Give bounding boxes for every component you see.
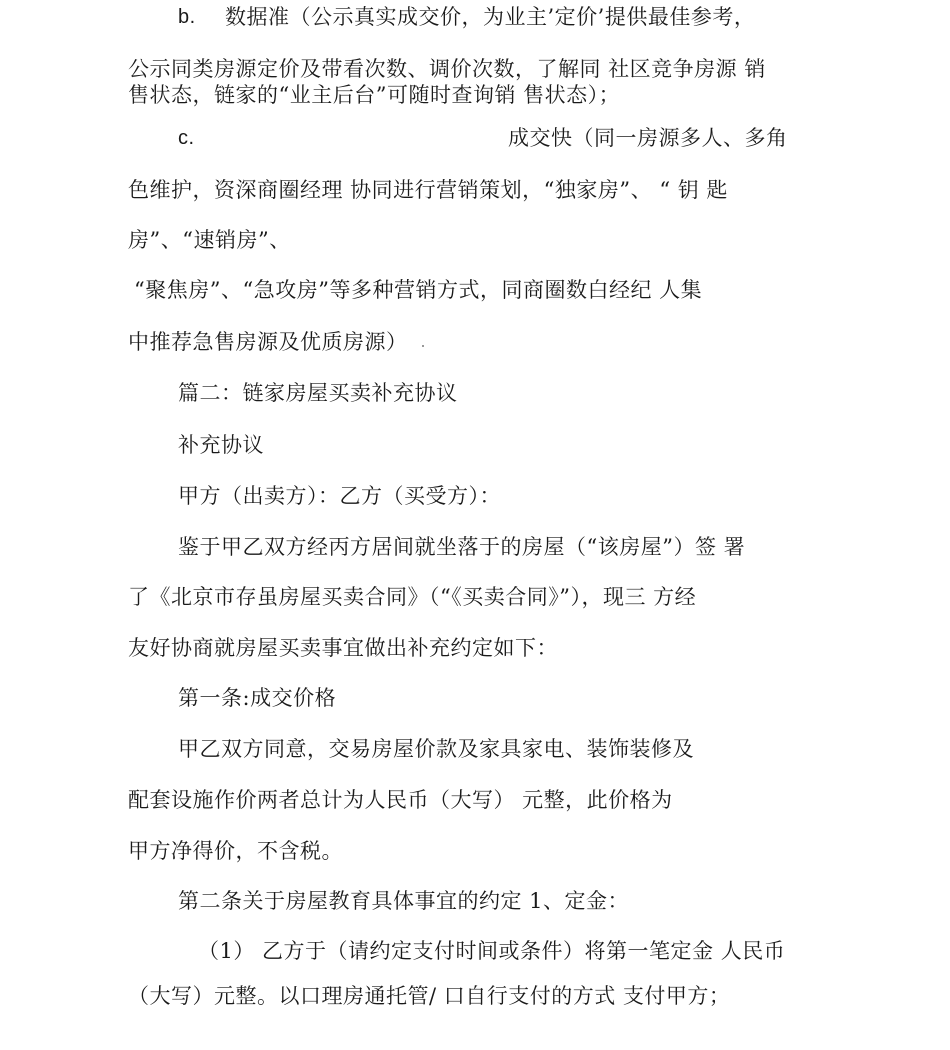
item-b-text: 数据准（公示真实成交价，为业主’定价’提供最佳参考，	[225, 5, 756, 29]
parties-line: 甲方（出卖方）：乙方（买受方）：	[178, 484, 501, 508]
item-c-marker: c.	[178, 127, 195, 149]
article1-line-1: 甲乙双方同意，交易房屋价款及家具家电、装饰装修及	[178, 737, 694, 761]
preamble-line-1: 鉴于甲乙双方经丙方居间就坐落于的房屋（“该房屋”）签 署	[178, 535, 746, 559]
item-c-text: 成交快（同一房源多人、多角	[508, 126, 788, 150]
item-b-line-2: 公示同类房源定价及带看次数、调价次数，了解同 社区竞争房源 销	[128, 57, 766, 81]
article2-clause1-line-1: （1） 乙方于（请约定支付时间或条件）将第一笔定金 人民币	[198, 939, 786, 963]
article1-line-2: 配套设施作价两者总计为人民币（大写） 元整，此价格为	[128, 788, 673, 812]
stray-dot	[422, 345, 424, 347]
item-b-line-3: 售状态，链家的“业主后台”可随时查询销 售状态）；	[128, 83, 621, 107]
item-c-line-2: 色维护，资深商圈经理 协同进行营销策划，“独家房”、 “ 钥 匙	[128, 178, 728, 202]
section-title: 篇二：链家房屋买卖补充协议	[178, 381, 458, 405]
preamble-line-2: 了《北京市存虽房屋买卖合同》（“《买卖合同》”），现三 方经	[128, 585, 697, 609]
article2-title: 第二条关于房屋教育具体事宜的约定 1、定金：	[178, 889, 630, 913]
item-c-line-4: “聚焦房”、“急攻房”等多种营销方式，同商圈数白经纪 人集	[134, 278, 703, 302]
preamble-line-3: 友好协商就房屋买卖事宜做出补充约定如下：	[128, 636, 558, 660]
item-c-line-3: 房”、“速销房”、	[128, 228, 291, 252]
article2-clause1-line-2: （大写）元整。以口理房通托管/ 口自行支付的方式 支付甲方；	[128, 984, 731, 1008]
article1-title: 第一条:成交价格	[178, 686, 337, 710]
article1-line-3: 甲方净得价，不含税。	[128, 839, 343, 863]
agreement-title: 补充协议	[178, 433, 264, 457]
item-c-line-5: 中推荐急售房源及优质房源）	[128, 330, 408, 354]
item-b-marker: b.	[178, 6, 196, 28]
